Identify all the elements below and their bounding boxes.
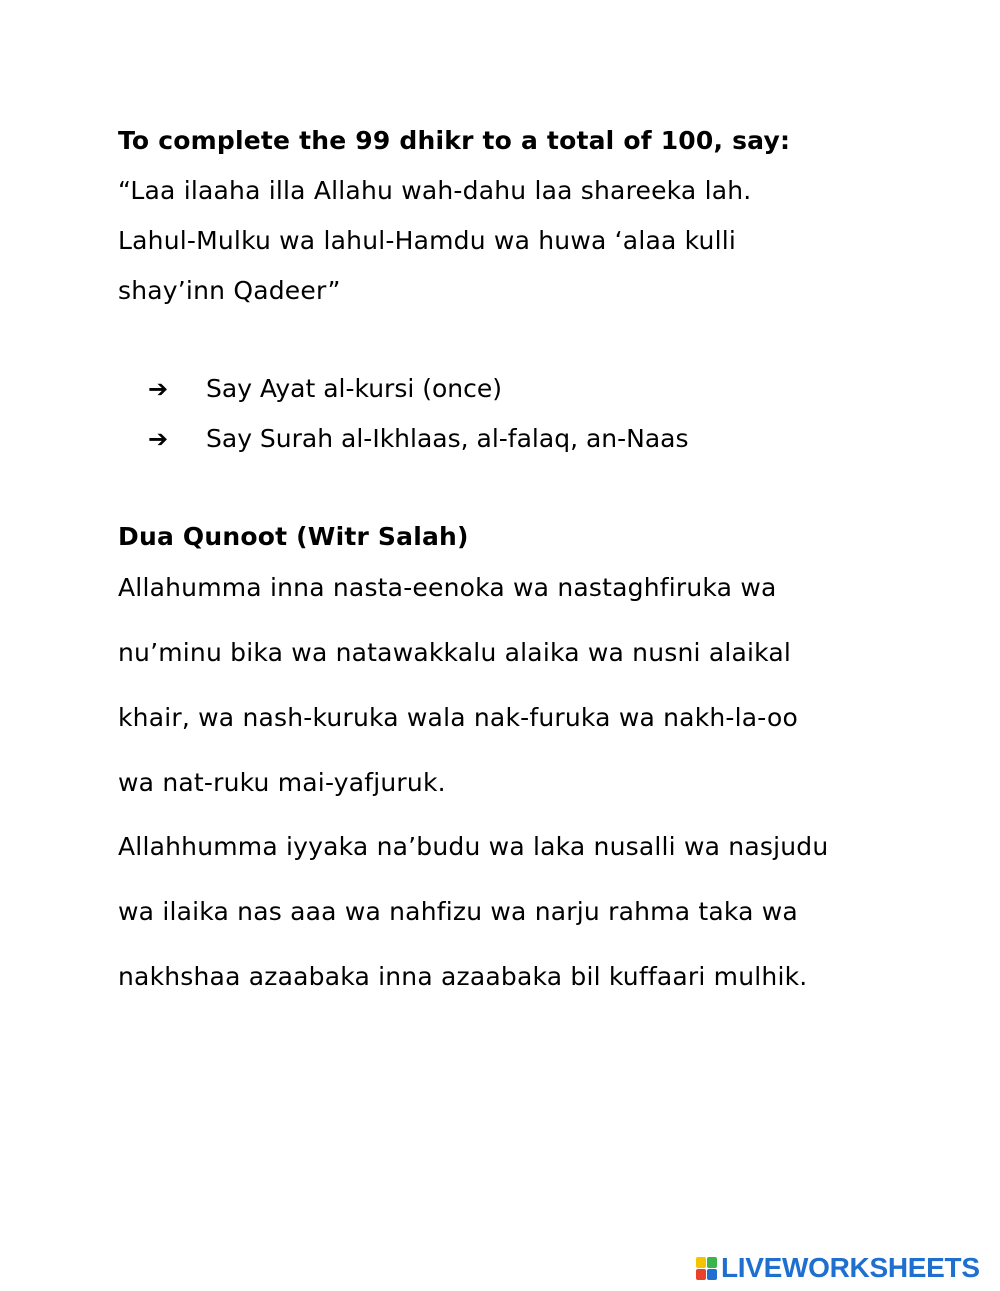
qunoot-heading: Dua Qunoot (Witr Salah) [118, 522, 469, 551]
dhikr-line-3: shay’inn Qadeer” [118, 276, 341, 305]
arrow-right-icon: ➔ [148, 375, 169, 403]
qunoot-line: nakhshaa azaabaka inna azaabaka bil kuffaari mulhik. [118, 962, 808, 991]
qunoot-line: wa nat-ruku mai-yafjuruk. [118, 768, 446, 797]
dhikr-line-1: “Laa ilaaha illa Allahu wah-dahu laa shareeka lah. [118, 176, 752, 205]
qunoot-line: Allahhumma iyyaka na’budu wa laka nusalli wa nasjudu [118, 832, 829, 861]
qunoot-line: khair, wa nash-kuruka wala nak-furuka wa nakh-la-oo [118, 703, 798, 732]
bullet-item [148, 372, 502, 406]
dhikr-heading: To complete the 99 dhikr to a total of 100, say: [118, 126, 791, 155]
logo-text: LIVEWORKSHEETS [721, 1252, 980, 1283]
qunoot-line: wa ilaika nas aaa wa nahfizu wa narju rahma taka wa [118, 897, 798, 926]
liveworksheets-mark-icon [696, 1257, 717, 1280]
qunoot-line: Allahumma inna nasta-eenoka wa nastaghfiruka wa [118, 573, 777, 602]
bullet-item [148, 422, 689, 456]
arrow-right-icon: ➔ [148, 425, 169, 453]
dhikr-line-2: Lahul-Mulku wa lahul-Hamdu wa huwa ‘alaa kulli [118, 226, 737, 255]
qunoot-line: nu’minu bika wa natawakkalu alaika wa nusni alaikal [118, 638, 792, 667]
liveworksheets-logo[interactable] [696, 1253, 980, 1283]
bullet-text: Say Ayat al-kursi (once) [206, 374, 503, 403]
bullet-text: Say Surah al-Ikhlaas, al-falaq, an-Naas [206, 424, 689, 453]
